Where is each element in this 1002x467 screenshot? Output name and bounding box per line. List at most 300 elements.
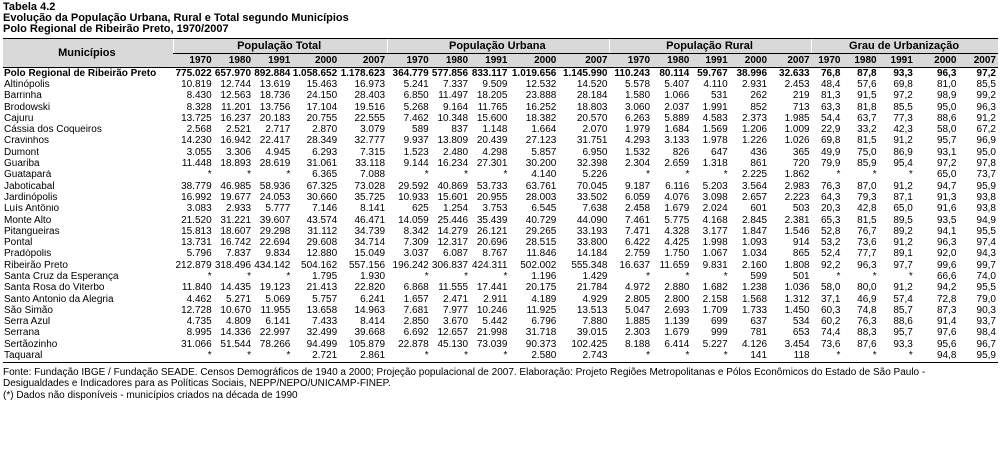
table-cell: 2.160: [742, 260, 768, 271]
table-cell: 15.600: [476, 113, 508, 124]
table-cell: 98,9: [936, 90, 957, 102]
table-row: [3, 294, 998, 305]
table-row: [3, 328, 998, 339]
table-cell: 5.268: [403, 101, 429, 113]
table-cell: 93,1: [936, 147, 957, 158]
table-cell: 77,3: [893, 113, 913, 124]
table-cell: 78.266: [259, 339, 291, 350]
table-cell: 95,0: [936, 101, 957, 113]
table-cell: 28.003: [525, 192, 557, 203]
table-cell: 91,2: [893, 180, 913, 192]
table-cell: 85,5: [893, 101, 913, 113]
group-header-rural: População Rural: [609, 39, 811, 54]
table-cell: 12.880: [306, 248, 338, 260]
table-cell: 262: [750, 90, 768, 102]
table-cell: 1.808: [784, 260, 810, 271]
table-cell: 91,2: [893, 135, 913, 147]
table-cell: 601: [750, 203, 768, 215]
table-cell: 534: [792, 316, 810, 328]
table-cell: 5.857: [531, 147, 557, 158]
table-cell: 13.658: [306, 305, 338, 316]
header-group-row: [3, 39, 998, 54]
table-cell: 219: [792, 90, 810, 102]
table-cell: 81,0: [936, 79, 957, 90]
table-cell: 4.168: [702, 214, 728, 226]
table-cell: 4.126: [742, 339, 768, 350]
table-cell: 95,9: [976, 180, 996, 192]
table-cell: *: [424, 271, 429, 282]
table-cell: 21.784: [576, 282, 608, 294]
table-cell: 91,3: [936, 192, 957, 203]
table-cell: 2.381: [784, 214, 810, 226]
table-cell: 9.187: [624, 180, 651, 192]
table-cell: 2.805: [624, 293, 651, 305]
table-cell: 2.717: [265, 124, 291, 136]
table-cell: 852: [750, 101, 768, 113]
table-cell: *: [609, 350, 652, 362]
table-cell: 31.751: [576, 135, 608, 147]
table-cell: 1.067: [702, 248, 728, 260]
table-cell: 2.931: [742, 79, 768, 90]
table-cell: 42,8: [857, 203, 877, 215]
table-cell: *: [812, 350, 843, 362]
table-cell: 79,0: [976, 293, 996, 305]
table-row: [3, 192, 998, 203]
year-header: 1970: [609, 54, 652, 68]
table-cell: *: [286, 169, 291, 181]
table-cell: 57,4: [893, 293, 913, 305]
table-cell: *: [424, 169, 429, 181]
table-cell: 105.879: [348, 339, 386, 350]
table-cell: 18.736: [259, 90, 291, 102]
table-cell: 2.659: [664, 158, 690, 170]
table-cell: 1.093: [742, 237, 768, 249]
table-cell: 599: [750, 271, 768, 282]
table-cell: 58,0: [936, 124, 957, 136]
source-note-line-2: Desigualdades e Indicadores para as Políticas Sociais, NEPP/NEPO/UNICAMP-FINEP.: [3, 378, 391, 390]
table-cell: 91,6: [936, 203, 957, 215]
table-body: [3, 68, 998, 363]
table-cell: 364.779: [392, 67, 429, 79]
table-cell: 837: [451, 124, 469, 136]
table-cell: *: [723, 169, 728, 181]
municipio-name: Pontal: [4, 237, 33, 249]
table-cell: 32.777: [354, 135, 386, 147]
table-cell: 29.265: [525, 226, 557, 237]
table-cell: *: [464, 169, 469, 181]
table-cell: 5.227: [702, 339, 728, 350]
table-cell: 22.820: [354, 282, 386, 294]
table-cell: 4.140: [531, 169, 557, 181]
municipio-name: Luís Antônio: [4, 203, 60, 215]
table-cell: 11.925: [526, 305, 557, 316]
table-cell: 5.796: [186, 248, 212, 260]
table-cell: 4.462: [186, 293, 212, 305]
table-cell: 102.425: [571, 339, 608, 350]
table-cell: 95,5: [976, 282, 996, 294]
table-cell: 8.995: [186, 327, 212, 339]
table-cell: 5.578: [624, 79, 651, 90]
table-cell: 8.342: [403, 226, 429, 237]
table-cell: 22.555: [354, 113, 386, 124]
table-cell: 1.862: [784, 169, 810, 181]
table-cell: 46.985: [220, 180, 252, 192]
table-cell: 76,3: [857, 316, 877, 328]
table-cell: 8.414: [360, 316, 386, 328]
table-cell: 93,8: [976, 192, 996, 203]
table-cell: 16.973: [354, 79, 386, 90]
table-cell: 657.970: [214, 67, 252, 79]
table-cell: 6.796: [531, 316, 557, 328]
table-cell: 306.837: [431, 260, 469, 271]
table-cell: 5.203: [702, 180, 728, 192]
table-cell: 6.241: [360, 293, 386, 305]
table-cell: 3.564: [742, 180, 768, 192]
table-cell: 79,9: [820, 158, 841, 170]
table-cell: 1.148: [482, 124, 508, 136]
table-cell: 32.499: [306, 327, 338, 339]
table-cell: 4.293: [624, 135, 651, 147]
table-cell: 48,4: [820, 79, 841, 90]
table-cell: 11.840: [181, 282, 212, 294]
table-cell: 6.950: [582, 147, 608, 158]
table-cell: 1.568: [742, 293, 768, 305]
table-cell: 29.592: [398, 180, 429, 192]
table-cell: 87,6: [857, 339, 877, 350]
table-cell: *: [908, 271, 913, 282]
table-cell: 91,5: [857, 90, 877, 102]
table-cell: 1.066: [664, 90, 690, 102]
table-cell: 196.242: [392, 260, 429, 271]
table-cell: 79,3: [857, 192, 877, 203]
table-cell: 5.271: [225, 293, 252, 305]
table-row: [3, 113, 998, 124]
table-notes: [3, 367, 998, 402]
table-cell: 6.868: [403, 282, 429, 294]
table-row: [3, 158, 998, 169]
table-cell: 33.118: [355, 158, 386, 170]
table-cell: 3.670: [443, 316, 469, 328]
table-row: [3, 79, 998, 90]
table-cell: 73,6: [820, 339, 841, 350]
table-cell: *: [879, 350, 915, 362]
table-cell: 5.775: [664, 214, 690, 226]
table-cell: 23.888: [525, 90, 557, 102]
table-cell: 5.442: [482, 316, 508, 328]
table-cell: 13.513: [576, 305, 608, 316]
table-cell: 2.458: [624, 203, 651, 215]
table-cell: 28.349: [306, 135, 338, 147]
table-cell: 6.545: [531, 203, 557, 215]
table-cell: 85,7: [893, 305, 913, 316]
table-cell: 212.879: [175, 260, 212, 271]
table-cell: 4.809: [225, 316, 252, 328]
table-cell: 3.037: [403, 248, 429, 260]
table-row: [3, 170, 998, 181]
table-cell: 1.580: [624, 90, 651, 102]
table-cell: 7.462: [403, 113, 429, 124]
table-cell: 3.079: [360, 124, 386, 136]
table-cell: 2.373: [742, 113, 768, 124]
table-cell: 40.869: [437, 180, 469, 192]
table-cell: 1.979: [624, 124, 651, 136]
table-cell: 16.637: [619, 260, 651, 271]
municipio-name: Brodowski: [4, 101, 51, 113]
table-cell: 19.123: [259, 282, 291, 294]
table-cell: 96,3: [857, 260, 877, 271]
table-cell: 1.178.623: [340, 67, 386, 79]
table-cell: 1.679: [664, 203, 690, 215]
table-cell: 4.328: [664, 226, 690, 237]
table-cell: 22.878: [398, 339, 429, 350]
table-cell: 6.087: [443, 248, 469, 260]
table-cell: 12.563: [220, 90, 252, 102]
table-cell: *: [836, 271, 841, 282]
municipio-name: Pitangueiras: [4, 226, 60, 237]
table-cell: 2.880: [664, 282, 690, 294]
table-cell: 20.955: [476, 192, 508, 203]
table-cell: 60,2: [820, 316, 841, 328]
table-cell: 5.241: [403, 79, 429, 90]
table-cell: 15.813: [181, 226, 212, 237]
table-cell: 914: [792, 237, 810, 249]
table-cell: 39.015: [576, 327, 608, 339]
table-cell: 1.019.656: [511, 67, 557, 79]
year-header: 1970: [387, 54, 431, 68]
table-cell: 12.728: [181, 305, 212, 316]
table-cell: 20.570: [576, 113, 608, 124]
table-cell: 95,7: [936, 135, 957, 147]
table-cell: 501: [792, 271, 810, 282]
table-cell: 16.237: [220, 113, 252, 124]
table-cell: 96,3: [936, 237, 957, 249]
table-cell: *: [872, 271, 877, 282]
table-cell: 2.911: [483, 293, 508, 305]
table-cell: 13.809: [437, 135, 469, 147]
table-cell: 93,3: [893, 67, 913, 79]
table-cell: 1.429: [582, 271, 608, 282]
table-cell: *: [247, 271, 252, 282]
table-cell: 57,6: [857, 79, 877, 90]
table-cell: 40.729: [525, 214, 557, 226]
municipio-name: Santa Rosa do Viterbo: [4, 282, 105, 294]
table-cell: 2.580: [509, 350, 558, 362]
table-cell: 1.139: [664, 316, 690, 328]
table-cell: 28.403: [354, 90, 386, 102]
table-cell: 1.795: [312, 271, 338, 282]
municipio-name: Monte Alto: [4, 214, 52, 226]
table-cell: 18.803: [576, 101, 608, 113]
table-region-line: Polo Regional de Ribeirão Preto, 1970/2007: [3, 23, 229, 35]
table-cell: 33.800: [576, 237, 608, 249]
table-row: [3, 102, 998, 113]
municipio-name: Serra Azul: [4, 316, 51, 328]
table-cell: 5.757: [312, 293, 338, 305]
table-cell: 30.660: [306, 192, 338, 203]
table-cell: *: [646, 271, 651, 282]
group-header-grau: Grau de Urbanização: [812, 39, 998, 54]
table-cell: 99,6: [936, 260, 957, 271]
year-header: 1970: [173, 54, 213, 68]
table-cell: 7.837: [225, 248, 252, 260]
table-cell: *: [842, 350, 878, 362]
table-cell: 67,2: [976, 124, 996, 136]
table-cell: 76,3: [820, 180, 841, 192]
table-cell: 60,3: [820, 305, 841, 316]
table-cell: 20.755: [306, 113, 338, 124]
table-cell: 4.972: [624, 282, 651, 294]
table-cell: 8.430: [186, 90, 212, 102]
table-cell: 16.252: [525, 101, 557, 113]
table-cell: 34.714: [354, 237, 386, 249]
table-cell: 91,2: [893, 237, 913, 249]
table-cell: 1.684: [664, 124, 690, 136]
table-cell: 2.225: [742, 169, 768, 181]
table-cell: 33.193: [576, 226, 608, 237]
table-cell: *: [207, 271, 212, 282]
table-cell: 1.885: [624, 316, 651, 328]
table-cell: 67.325: [306, 180, 338, 192]
table-cell: 1.985: [784, 113, 810, 124]
table-row: [3, 260, 998, 271]
table-row: [3, 136, 998, 147]
table-cell: 8.328: [186, 101, 212, 113]
municipios-header: Municípios: [3, 39, 173, 68]
table-cell: 94,8: [915, 350, 959, 362]
year-header: 2000: [292, 54, 339, 68]
table-cell: 35.725: [354, 192, 386, 203]
table-cell: 53.733: [476, 180, 508, 192]
table-cell: 65,0: [893, 203, 913, 215]
table-cell: 13.725: [181, 113, 212, 124]
source-note-line-1: Fonte: Fundação IBGE / Fundação SEADE. Censos Demográficos de 1940 a 2000; Projeção populacional de 2007. Elaboração: Projeto Regiões Metropolitanas e Pólos Econômicos do Estado de São Paulo -: [3, 366, 926, 378]
table-row: [3, 350, 998, 362]
table-cell: 833.117: [471, 67, 508, 79]
table-cell: 70.045: [576, 180, 608, 192]
table-cell: *: [431, 350, 470, 362]
table-cell: 96,9: [976, 135, 996, 147]
table-cell: 720: [792, 158, 810, 170]
table-cell: 14.435: [220, 282, 252, 294]
table-cell: 2.845: [742, 214, 768, 226]
table-cell: 85,5: [976, 79, 996, 90]
table-cell: 4.189: [531, 293, 557, 305]
table-cell: 89,1: [893, 248, 913, 260]
table-cell: 91,2: [893, 282, 913, 294]
table-cell: 89,2: [893, 226, 913, 237]
table-cell: 4.425: [664, 237, 690, 249]
table-cell: 76,7: [857, 226, 877, 237]
table-cell: 10.670: [220, 305, 252, 316]
table-cell: 647: [710, 147, 728, 158]
table-cell: 20.439: [476, 135, 508, 147]
table-cell: 16.942: [220, 135, 252, 147]
table-cell: 73,6: [857, 237, 877, 249]
table-cell: 13.731: [181, 237, 212, 249]
municipio-name: Serrana: [4, 327, 40, 339]
table-row: [3, 181, 998, 192]
table-cell: 15.601: [437, 192, 469, 203]
table-cell: 2.480: [443, 147, 469, 158]
table-cell: 89,5: [893, 214, 913, 226]
table-cell: 1.523: [403, 147, 429, 158]
year-header: 1991: [879, 54, 915, 68]
table-cell: 14.184: [576, 248, 608, 260]
table-cell: 436: [750, 147, 768, 158]
table-cell: 1.682: [702, 282, 728, 294]
table-cell: 781: [750, 327, 768, 339]
table-cell: 81,8: [857, 101, 877, 113]
table-cell: 12.657: [437, 327, 469, 339]
table-cell: 93,8: [976, 203, 996, 215]
table-cell: 1.657: [403, 293, 429, 305]
table-cell: 1.930: [360, 271, 386, 282]
table-cell: 88,6: [936, 113, 957, 124]
table-row: [3, 237, 998, 248]
table-cell: 97,6: [936, 327, 957, 339]
table-cell: 53,2: [820, 237, 841, 249]
year-header: 2007: [958, 54, 998, 68]
table-cell: 1.998: [702, 237, 728, 249]
table-cell: 28.184: [576, 90, 608, 102]
table-cell: 1.058.652: [292, 67, 338, 79]
municipio-name: Santa Cruz da Esperança: [4, 271, 119, 282]
table-cell: 75,0: [857, 147, 877, 158]
table-cell: 2.303: [624, 327, 651, 339]
table-cell: 775.022: [175, 67, 212, 79]
table-cell: 28.515: [525, 237, 557, 249]
table-cell: 7.433: [312, 316, 338, 328]
municipio-name: Guatapará: [4, 169, 52, 181]
table-cell: 3.055: [186, 147, 212, 158]
table-cell: 27.301: [476, 158, 508, 170]
table-cell: 7.309: [403, 237, 429, 249]
table-cell: 21.413: [306, 282, 338, 294]
table-cell: 37,1: [820, 293, 841, 305]
table-cell: 17.104: [306, 101, 338, 113]
table-cell: 34.739: [354, 226, 386, 237]
table-cell: 2.223: [784, 192, 810, 203]
table-cell: 97,2: [976, 67, 996, 79]
table-cell: 13.619: [259, 79, 291, 90]
table-cell: *: [247, 169, 252, 181]
table-row: [3, 249, 998, 260]
table-cell: 3.060: [624, 101, 651, 113]
table-cell: 1.709: [702, 305, 728, 316]
table-cell: *: [253, 350, 292, 362]
table-cell: 86,9: [893, 147, 913, 158]
table-cell: 7.681: [403, 305, 429, 316]
table-cell: 66,6: [936, 271, 957, 282]
municipio-name: Barrinha: [4, 90, 42, 102]
year-header: 2007: [339, 54, 387, 68]
year-header: 1980: [431, 54, 470, 68]
table-cell: 96,3: [936, 67, 957, 79]
table-cell: 861: [750, 158, 768, 170]
table-cell: 18.893: [220, 158, 252, 170]
table-cell: 2.070: [582, 124, 608, 136]
table-cell: 81,5: [857, 214, 877, 226]
municipio-name: Polo Regional de Ribeirão Preto: [4, 67, 157, 79]
table-cell: *: [470, 350, 509, 362]
table-cell: 2.870: [312, 124, 338, 136]
table-cell: 637: [750, 316, 768, 328]
table-cell: 69,8: [893, 79, 913, 90]
table-cell: 531: [710, 90, 728, 102]
table-cell: 72,8: [936, 293, 957, 305]
year-header: 1991: [253, 54, 292, 68]
table-cell: 88,6: [893, 316, 913, 328]
